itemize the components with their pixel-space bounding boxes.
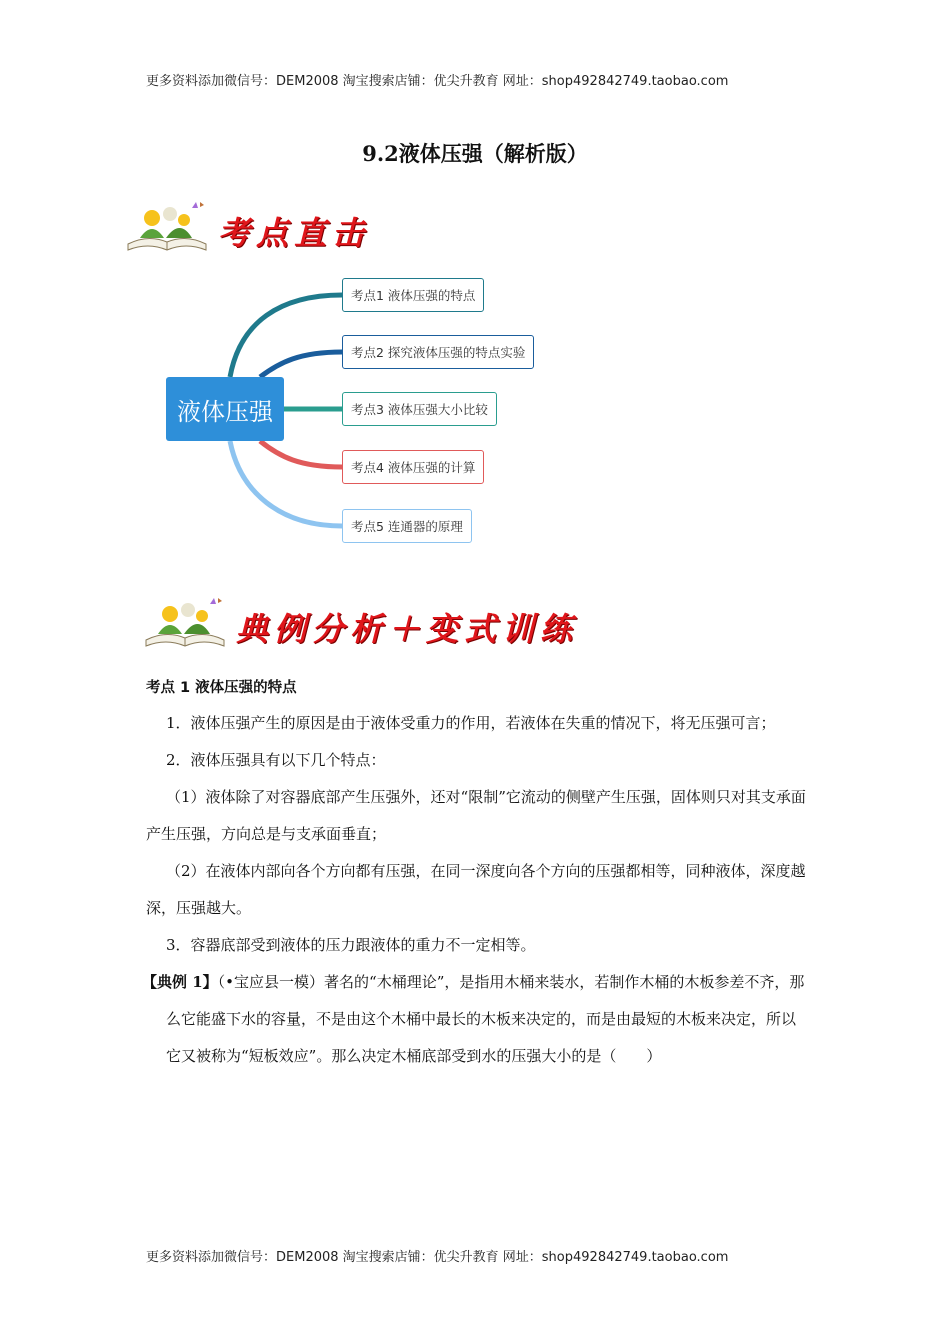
- section-banner-dianli: [140, 594, 579, 658]
- banner-title: 典例分析＋变式训练: [236, 610, 579, 648]
- paragraph: 3．容器底部受到液体的压力跟液体的重力不一定相等。: [166, 936, 536, 954]
- section-content: [142, 676, 806, 1075]
- mindmap-leaf-1: 考点1 液体压强的特点: [342, 278, 484, 312]
- page-header: 更多资料添加微信号：DEM2008 淘宝搜索店铺：优尖升教育 网址：shop492842749.taobao.com: [146, 74, 729, 89]
- example-tag: 【典例 1】: [142, 973, 218, 991]
- page-footer: 更多资料添加微信号：DEM2008 淘宝搜索店铺：优尖升教育 网址：shop492842749.taobao.com: [146, 1250, 729, 1265]
- mindmap-leaf-4: 考点4 液体压强的计算: [342, 450, 484, 484]
- paragraph: 1．液体压强产生的原因是由于液体受重力的作用，若液体在失重的情况下，将无压强可言；: [166, 714, 776, 732]
- open-book-flowers-icon: [140, 594, 230, 654]
- paragraph: 2．液体压强具有以下几个特点：: [166, 751, 386, 769]
- banner-title: 考点直击: [218, 214, 371, 252]
- paragraph: （1）液体除了对容器底部产生压强外，还对“限制”它流动的侧壁产生压强，固体则只对其支承面产生压强，方向总是与支承面垂直；: [146, 788, 806, 843]
- mindmap: [160, 262, 560, 562]
- section-heading: 考点 1 液体压强的特点: [146, 680, 297, 696]
- mindmap-leaf-5: 考点5 连通器的原理: [342, 509, 472, 543]
- mindmap-leaf-2: 考点2 探究液体压强的特点实验: [342, 335, 534, 369]
- paragraph: （2）在液体内部向各个方向都有压强，在同一深度向各个方向的压强都相等，同种液体，深度越深，压强越大。: [146, 862, 806, 917]
- page-title: 9.2液体压强（解析版）: [362, 141, 588, 166]
- example-text: （•宝应县一模）著名的“木桶理论”，是指用木桶来装水，若制作木桶的木板参差不齐，那么它能盛下水的容量，不是由这个木桶中最长的木板来决定的，而是由最短的木板来决定，所以它又被称为“短板效应”。那么决定木桶底部受到水的压强大小的是（ ）: [166, 973, 805, 1065]
- example-1: [142, 964, 806, 1075]
- open-book-flowers-icon: [122, 198, 212, 258]
- mindmap-center-node: 液体压强: [166, 377, 284, 441]
- section-banner-kaodian: [122, 198, 371, 262]
- mindmap-leaf-3: 考点3 液体压强大小比较: [342, 392, 497, 426]
